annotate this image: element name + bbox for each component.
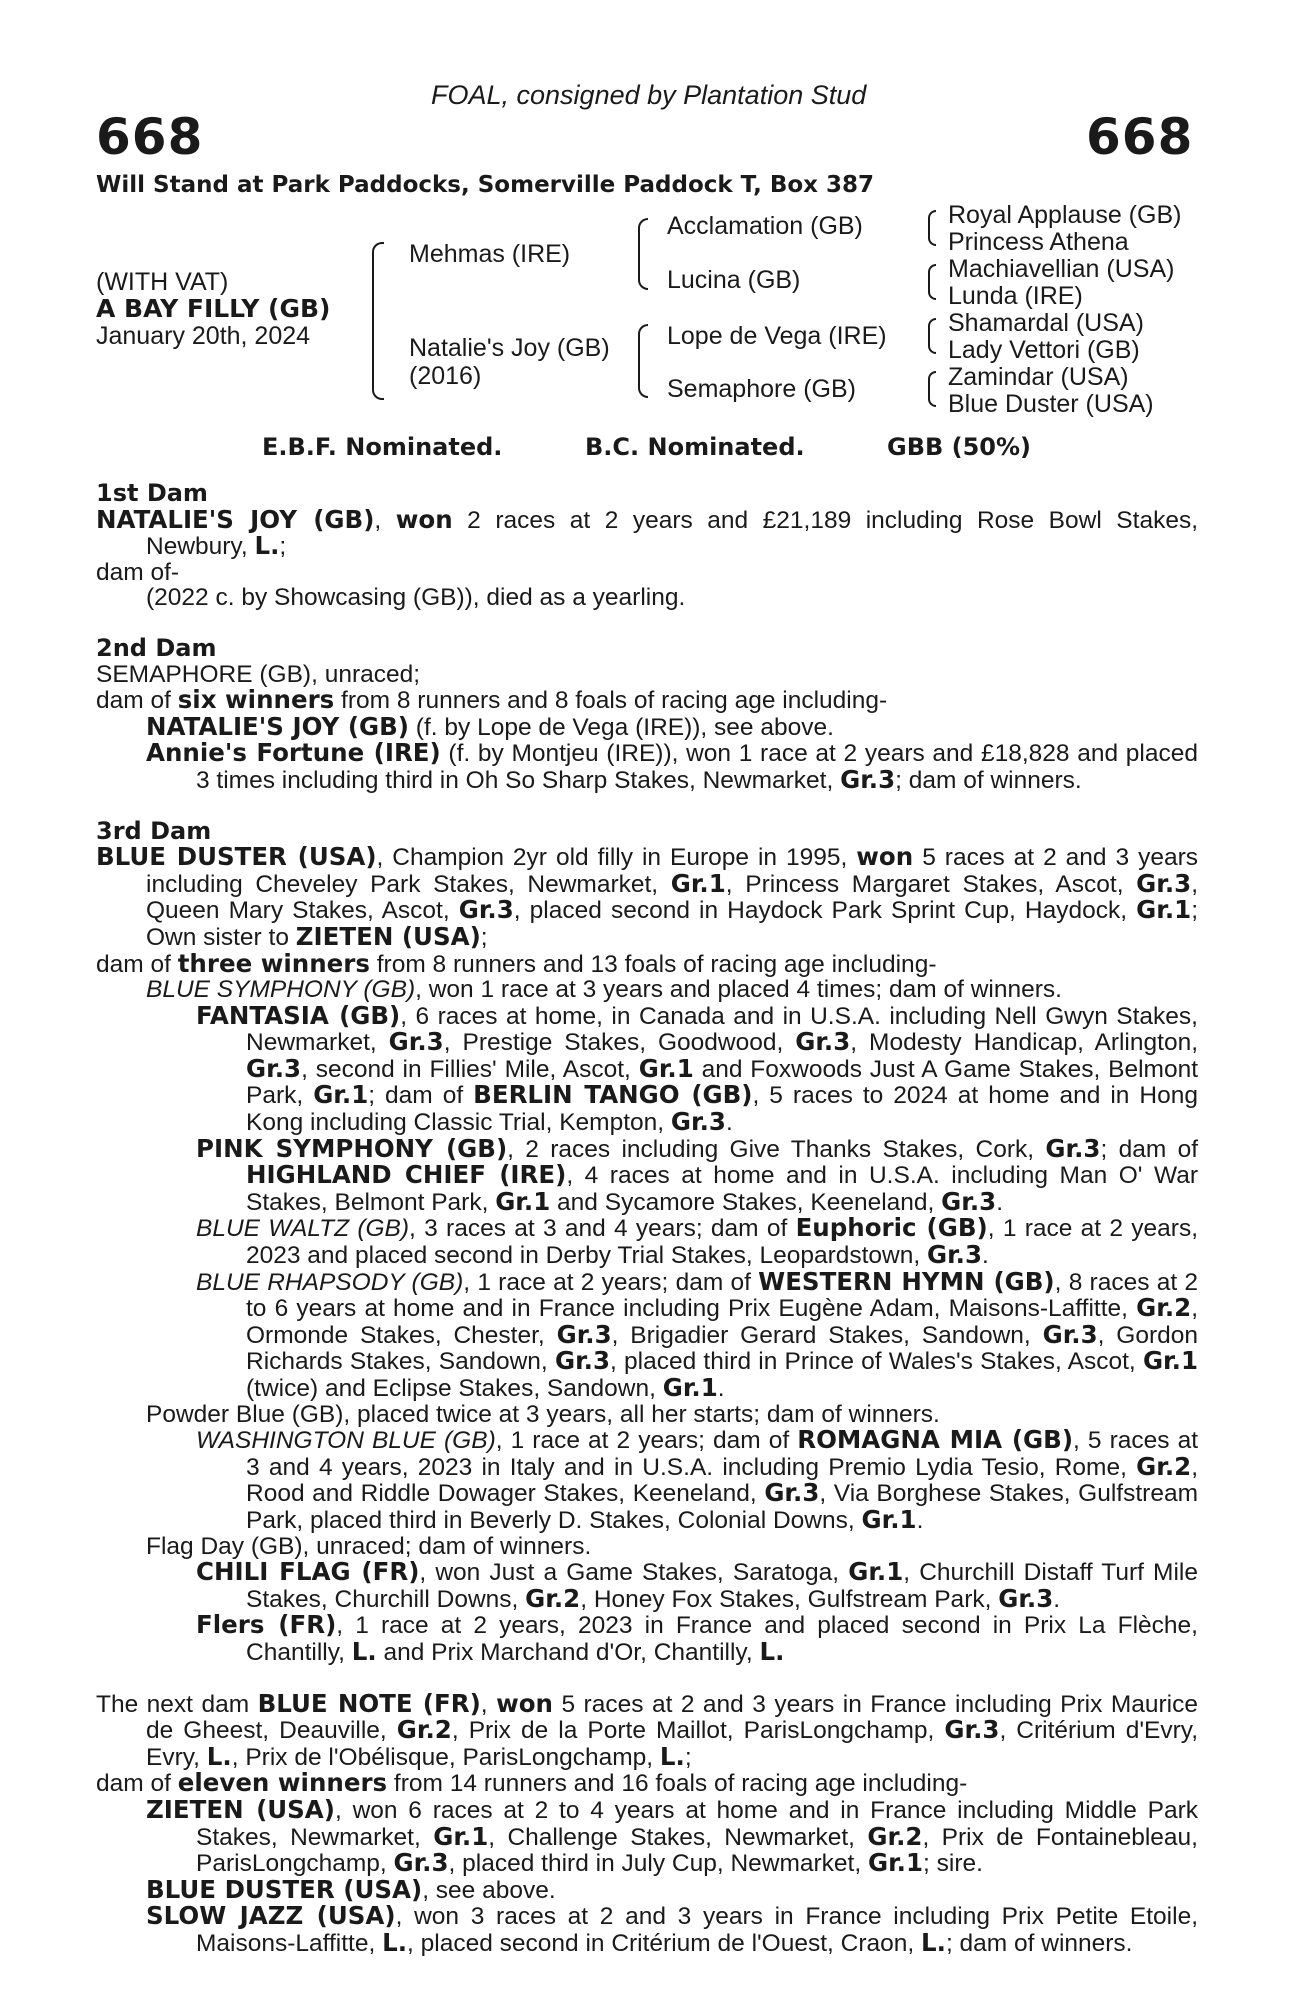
next-dam-entry: The next dam BLUE NOTE (FR), won 5 races at 2 and 3 years in France including Prix Maurice de Gheest, Deauville, Gr.2, Prix de la Porte Maillot, ParisLongchamp, Gr.3, Critérium d'Evry, Evry, L., Prix de l'Obélisque, ParisLongchamp, L.; xyxy=(96,1688,1199,1771)
foaling-date: January 20th, 2024 xyxy=(96,322,311,350)
produce-entry: ZIETEN (USA), won 6 races at 2 to 4 years at home and in France including Middle Park Stakes, Newmarket, Gr.1, Challenge Stakes, Newmarket, Gr.2, Prix de Fontainebleau, ParisLongchamp, Gr.3, placed third in July Cup, Newmarket, Gr.1; sire. xyxy=(146,1794,1198,1878)
brace-g2 xyxy=(928,264,936,284)
third-dam-heading: 3rd Dam xyxy=(96,816,212,845)
produce-entry: WASHINGTON BLUE (GB), 1 race at 2 years; dam of ROMAGNA MIA (GB), 5 races at 3 and 4 years, 2023 in Italy and in U.S.A. including Premio Lydia Tesio, Rome, Gr.2, Rood and Riddle Dowager Stakes, Keeneland, Gr.3, Via Borghese Stakes, Gulfstream Park, placed third in Beverly D. Stakes, Colonial Downs, Gr.1. xyxy=(196,1425,1198,1534)
third-dam-entry: BLUE DUSTER (USA), Champion 2yr old filly in Europe in 1995, won 5 races at 2 and 3 years including Cheveley Park Stakes, Newmarket, Gr.1, Princess Margaret Stakes, Ascot, Gr.3, Queen Mary Stakes, Ascot, Gr.3, placed second in Haydock Park Sprint Cup, Haydock, Gr.1; Own sister to ZIETEN (USA); xyxy=(96,842,1199,951)
brace-main-bottom xyxy=(372,320,384,400)
granddam-4: Lunda (IRE) xyxy=(948,282,1083,310)
produce-heading: dam of- xyxy=(96,558,180,586)
brace-main-top xyxy=(372,242,384,322)
brace-sire-bottom xyxy=(638,248,648,290)
lot-number-right: 668 xyxy=(1086,108,1194,166)
gbb-status: GBB (50%) xyxy=(887,433,1032,461)
brace-g4b xyxy=(928,389,936,407)
produce-entry: (2022 c. by Showcasing (GB)), died as a yearling. xyxy=(146,584,686,612)
stand-location: Will Stand at Park Paddocks, Somerville Paddock T, Box 387 xyxy=(96,172,875,198)
dam-dam: Semaphore (GB) xyxy=(667,375,856,403)
produce-entry: Annie's Fortune (IRE) (f. by Montjeu (IRE)), won 1 race at 2 years and £18,828 and placed 3 times including third in Oh So Sharp Stakes, Newmarket, Gr.3; dam of winners. xyxy=(146,738,1198,794)
ebf-nomination: E.B.F. Nominated. xyxy=(262,433,503,461)
first-dam-heading: 1st Dam xyxy=(96,479,208,507)
brace-g4 xyxy=(928,371,936,391)
grandsire-7: Zamindar (USA) xyxy=(948,363,1129,391)
produce-entry: BLUE WALTZ (GB), 3 races at 3 and 4 years; dam of Euphoric (GB), 1 race at 2 years, 2023 and placed second in Derby Trial Stakes, Leopardstown, Gr.3. xyxy=(196,1213,1199,1270)
second-dam-produce: dam of six winners from 8 runners and 8 foals of racing age including- xyxy=(96,685,888,715)
produce-entry: BLUE SYMPHONY (GB), won 1 race at 3 years and placed 4 times; dam of winners. xyxy=(146,976,1062,1004)
second-dam-heading: 2nd Dam xyxy=(96,633,217,662)
brace-g3 xyxy=(928,318,936,338)
sire-sire: Acclamation (GB) xyxy=(667,212,863,240)
produce-entry: Flers (FR), 1 race at 2 years, 2023 in France and placed second in Prix La Flèche, Chantilly, L. and Prix Marchand d'Or, Chantilly, L. xyxy=(196,1610,1198,1666)
third-dam-produce: dam of three winners from 8 runners and 13 foals of racing age including- xyxy=(96,948,937,978)
brace-g1 xyxy=(928,210,936,230)
brace-g1b xyxy=(928,228,936,246)
sire: Mehmas (IRE) xyxy=(409,240,571,268)
lot-number-left: 668 xyxy=(96,108,204,166)
produce-entry: PINK SYMPHONY (GB), 2 races including Give Thanks Stakes, Cork, Gr.3; dam of HIGHLAND CHIEF (IRE), 4 races at home and in U.S.A. including Man O' War Stakes, Belmont Park, Gr.1 and Sycamore Stakes, Keeneland, Gr.3. xyxy=(196,1133,1198,1216)
dam-year: (2016) xyxy=(409,362,482,390)
grandsire-5: Shamardal (USA) xyxy=(948,309,1144,337)
grandsire-1: Royal Applause (GB) xyxy=(948,201,1182,229)
brace-dam-bottom xyxy=(638,354,648,398)
produce-entry: NATALIE'S JOY (GB) (f. by Lope de Vega (IRE)), see above. xyxy=(146,711,834,741)
consignor-line: FOAL, consigned by Plantation Stud xyxy=(431,80,867,110)
brace-g2b xyxy=(928,282,936,300)
produce-entry: FANTASIA (GB), 6 races at home, in Canada and in U.S.A. including Nell Gwyn Stakes, Newmarket, Gr.3, Prestige Stakes, Goodwood, Gr.3, Modesty Handicap, Arlington, Gr.3, second in Fillies' Mile, Ascot, Gr.1 and Foxwoods Just A Game Stakes, Belmont Park, Gr.1; dam of BERLIN TANGO (GB), 5 races to 2024 at home and in Hong Kong including Classic Trial, Kempton, Gr.3. xyxy=(196,1000,1199,1137)
lot-name: A BAY FILLY (GB) xyxy=(96,294,331,323)
granddam-6: Lady Vettori (GB) xyxy=(948,336,1140,364)
vat-note: (WITH VAT) xyxy=(96,268,229,296)
bc-nomination: B.C. Nominated. xyxy=(585,433,805,461)
grandsire-3: Machiavellian (USA) xyxy=(948,255,1175,283)
granddam-8: Blue Duster (USA) xyxy=(948,390,1154,418)
granddam-2: Princess Athena xyxy=(948,228,1129,256)
produce-entry: SLOW JAZZ (USA), won 3 races at 2 and 3 years in France including Prix Petite Etoile, Maisons-Laffitte, L., placed second in Critérium de l'Ouest, Craon, L.; dam of winners. xyxy=(146,1901,1198,1957)
produce-entry: CHILI FLAG (FR), won Just a Game Stakes, Saratoga, Gr.1, Churchill Distaff Turf Mile Stakes, Churchill Downs, Gr.2, Honey Fox Stakes, Gulfstream Park, Gr.3. xyxy=(196,1557,1198,1613)
catalogue-body xyxy=(96,481,1198,1956)
produce-entry: Powder Blue (GB), placed twice at 3 years, all her starts; dam of winners. xyxy=(146,1400,940,1428)
brace-sire-top xyxy=(638,218,648,250)
produce-entry: BLUE DUSTER (USA), see above. xyxy=(146,1874,556,1904)
next-dam-produce: dam of eleven winners from 14 runners and 16 foals of racing age including- xyxy=(96,1768,968,1798)
produce-entry: Flag Day (GB), unraced; dam of winners. xyxy=(146,1532,592,1560)
second-dam-entry: SEMAPHORE (GB), unraced; xyxy=(96,660,421,688)
produce-entry: BLUE RHAPSODY (GB), 1 race at 2 years; dam of WESTERN HYMN (GB), 8 races at 2 to 6 years at home and in France including Prix Eugène Adam, Maisons-Laffitte, Gr.2, Ormonde Stakes, Chester, Gr.3, Brigadier Gerard Stakes, Sandown, Gr.3, Gordon Richards Stakes, Sandown, Gr.3, placed third in Prince of Wales's Stakes, Ascot, Gr.1 (twice) and Eclipse Stakes, Sandown, Gr.1. xyxy=(196,1266,1199,1402)
brace-dam-top xyxy=(638,324,648,356)
dam: Natalie's Joy (GB) xyxy=(409,334,610,362)
dam-sire: Lope de Vega (IRE) xyxy=(667,322,887,350)
dam-entry: NATALIE'S JOY (GB), won 2 races at 2 years and £21,189 including Rose Bowl Stakes, Newbury, L.; xyxy=(96,504,1198,561)
sire-dam: Lucina (GB) xyxy=(667,266,801,294)
brace-g3b xyxy=(928,336,936,354)
